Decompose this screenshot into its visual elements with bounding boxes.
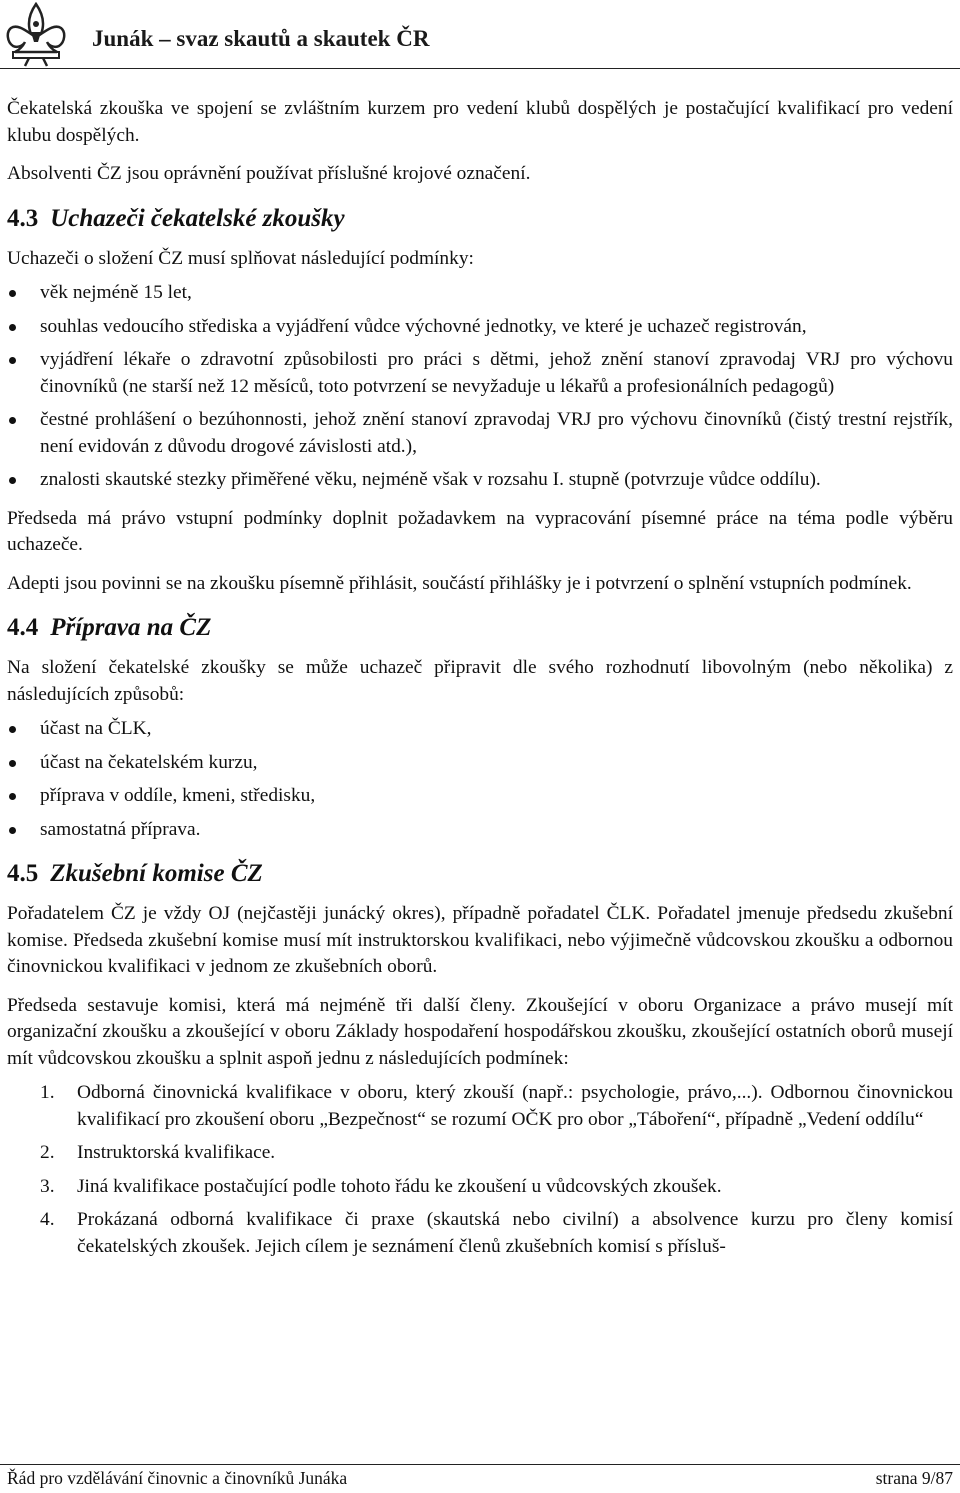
section-heading-4-5 [7,859,953,889]
list-item: věk nejméně 15 let, [7,280,953,307]
bullet-icon [9,357,16,364]
list-item: 4. Prokázaná odborná kvalifikace či praxe (skautská nebo civilní) a absolvence kurzu pro členy komisí čekatelských zkoušek. Jejich cílem je seznámení členů zkušebních komisí s přísluš- [40,1209,953,1257]
header-divider [0,68,960,69]
bullet-icon [9,726,16,733]
page-header [0,0,960,78]
section-number: 4.5 [7,860,39,887]
bullet-icon [9,827,16,834]
list-item: 3. Jiná kvalifikace postačující podle tohoto řádu ke zkoušení u vůdcovských zkoušek. [40,1175,722,1197]
section-title: Zkušební komise ČZ [50,860,263,887]
list-item: příprava v oddíle, kmeni, středisku, [7,783,953,810]
footer-divider [0,1464,960,1465]
section-heading-4-3 [7,204,953,234]
list-item: znalosti skautské stezky přiměřené věku, nejméně však v rozsahu I. stupně (potvrzuje vůdce oddílu). [7,467,953,494]
document-title: Řád pro vzdělávání činovnic a činovníků Junáka [7,1468,348,1488]
section-intro: Uchazeči o složení ČZ musí splňovat následující podmínky: [7,247,474,269]
section-title: Uchazeči čekatelské zkoušky [50,204,345,232]
bullet-icon [9,477,16,484]
page-content [7,96,953,1267]
section-number: 4.3 [7,204,39,232]
list-item: 2. Instruktorská kvalifikace. [40,1142,276,1163]
bullet-icon [9,417,16,424]
bullet-icon [9,290,16,297]
list-item: vyjádření lékaře o zdravotní způsobilosti pro práci s dětmi, jehož znění stanoví zpravodaj VRJ pro výchovu činovníků (ne starší než 12 měsíců, toto potvrzení se nevyžaduje u lékařů a profesionálních pedagogů) [7,347,953,400]
organization-name: Junák – svaz skautů a skautek ČR [92,26,430,51]
paragraph: Předseda má právo vstupní podmínky doplnit požadavkem na vypracování písemné práce na téma podle výběru uchazeče. [7,507,953,555]
bullet-icon [9,324,16,331]
page-number: strana 9/87 [875,1468,953,1488]
paragraph: Pořadatelem ČZ je vždy OJ (nejčastěji junácký okres), případně pořadatel ČLK. Pořadatel jmenuje předsedu zkušební komise. Předseda zkušební komise musí mít instruktorskou kvalifikaci, nebo výjimečně vůdcovskou zkoušku a odbornou činovnickou kvalifikaci v jednom ze zkušebních oborů. [7,903,953,977]
paragraph: Čekatelská zkouška ve spojení se zvláštním kurzem pro vedení klubů dospělých je postačující kvalifikací pro vedení klubu dospělých. [7,98,953,146]
list-item: 1. Odborná činovnická kvalifikace v oboru, který zkouší (např.: psychologie, právo,...). Odbornou činovnickou kvalifikací pro zkoušení oboru „Bezpečnost“ se rozumí OČK pro obor „Táboření“, případně „Vedení oddílu“ [40,1082,953,1130]
bullet-icon [9,793,16,800]
list-item: účast na čekatelském kurzu, [7,750,953,777]
section-title: Příprava na ČZ [50,614,212,641]
page-footer [7,1468,953,1489]
paragraph: Absolventi ČZ jsou oprávnění používat příslušné krojové označení. [7,163,531,184]
section-heading-4-4 [7,613,953,643]
list-item: souhlas vedoucího střediska a vyjádření vůdce výchovné jednotky, ve které je uchazeč registrován, [7,314,953,341]
paragraph: Adepti jsou povinni se na zkoušku písemně přihlásit, součástí přihlášky je i potvrzení o splnění vstupních podmínek. [7,572,912,594]
section-intro: Na složení čekatelské zkoušky se může uchazeč připravit dle svého rozhodnutí libovolným (nebo několika) z následujících způsobů: [7,657,953,705]
bullet-icon [9,760,16,767]
paragraph: Předseda sestavuje komisi, která má nejméně tři další členy. Zkoušející v oboru Organizace a právo musejí mít organizační zkoušku a zkoušející v oboru Základy hospodaření hospodářskou zkoušku, zkoušející ostatních oborů musejí mít vůdcovskou zkoušku a splnit aspoň jednu z následujících podmínek: [7,994,953,1069]
list-item: účast na ČLK, [7,716,953,743]
junak-fleur-de-lis-logo [5,2,67,68]
preparation-list [7,716,953,843]
requirements-list [7,280,953,494]
list-item: samostatná příprava. [7,817,953,844]
section-number: 4.4 [7,614,39,641]
list-item: čestné prohlášení o bezúhonnosti, jehož znění stanoví zpravodaj VRJ pro výchovu činovníků (čistý trestní rejstřík, není evidován z důvodu drogové závislosti atd.), [7,407,953,460]
conditions-list [7,1080,953,1260]
